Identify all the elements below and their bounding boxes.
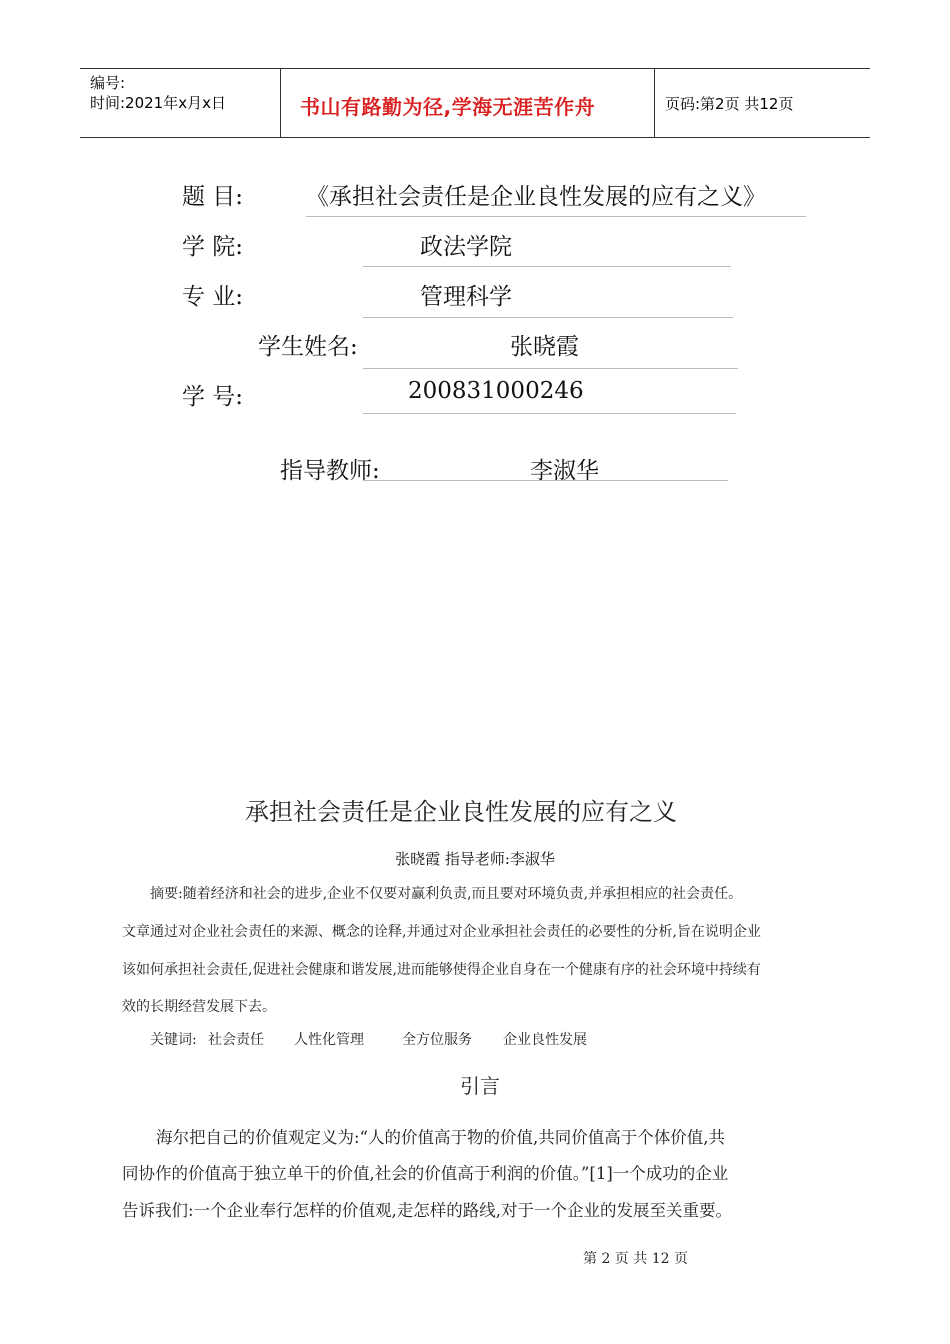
abstract-line: 该如何承担社会责任,促进社会健康和谐发展,进而能够使得企业自身在一个健康有序的社会环境中持续有 [122, 962, 761, 978]
header-meta [90, 73, 226, 113]
section-heading-intro: 引言 [460, 1074, 500, 1098]
page-header [80, 68, 870, 138]
page-footer: 第 2 页 共 12 页 [583, 1251, 688, 1267]
cover-major-value: 管理科学 [420, 284, 512, 310]
underline [363, 368, 738, 369]
keyword: 社会责任 [208, 1032, 264, 1048]
body-line: 同协作的价值高于独立单干的价值,社会的价值高于利润的价值。”[1]一个成功的企业 [122, 1164, 729, 1183]
abstract-line: 效的长期经营发展下去。 [122, 999, 276, 1015]
header-page-info: 页码:第2页 共12页 [665, 95, 794, 113]
body-line: 海尔把自己的价值观定义为:“人的价值高于物的价值,共同价值高于个体价值,共 [156, 1128, 725, 1147]
cover-title-value: 《承担社会责任是企业良性发展的应有之义》 [306, 184, 766, 210]
abstract-line: 文章通过对企业社会责任的来源、概念的诠释,并通过对企业承担社会责任的必要性的分析,旨在说明企业 [122, 924, 761, 940]
cover-major-label: 专 业: [182, 284, 244, 310]
header-divider [654, 69, 655, 137]
cover-title-label: 题 目: [182, 184, 244, 210]
cover-advisor-label: 指导教师: [280, 458, 380, 484]
keyword: 全方位服务 [402, 1032, 472, 1048]
keyword: 企业良性发展 [503, 1032, 587, 1048]
cover-advisor-value: 李淑华 [530, 458, 599, 484]
article-title: 承担社会责任是企业良性发展的应有之义 [245, 798, 677, 826]
cover-student-value: 张晓霞 [510, 334, 579, 360]
underline [306, 216, 806, 217]
header-time: 时间:2021年x月x日 [90, 94, 226, 112]
header-number: 编号: [90, 74, 126, 92]
underline [363, 480, 728, 481]
underline [363, 266, 731, 267]
header-motto: 书山有路勤为径,学海无涯苦作舟 [300, 95, 596, 119]
cover-id-value: 200831000246 [408, 378, 584, 404]
cover-student-label: 学生姓名: [258, 334, 358, 360]
author-line: 张晓霞 指导老师:李淑华 [395, 850, 555, 868]
cover-id-label: 学 号: [182, 384, 244, 410]
underline [363, 413, 736, 414]
abstract-line: 摘要:随着经济和社会的进步,企业不仅要对赢利负责,而且要对环境负责,并承担相应的社会责任。 [150, 886, 743, 902]
cover-college-value: 政法学院 [420, 234, 512, 260]
keyword: 人性化管理 [294, 1032, 364, 1048]
header-divider [280, 69, 281, 137]
cover-college-label: 学 院: [182, 234, 244, 260]
keywords-label: 关键词: [150, 1032, 197, 1048]
underline [363, 317, 733, 318]
body-line: 告诉我们:一个企业奉行怎样的价值观,走怎样的路线,对于一个企业的发展至关重要。 [122, 1201, 733, 1220]
